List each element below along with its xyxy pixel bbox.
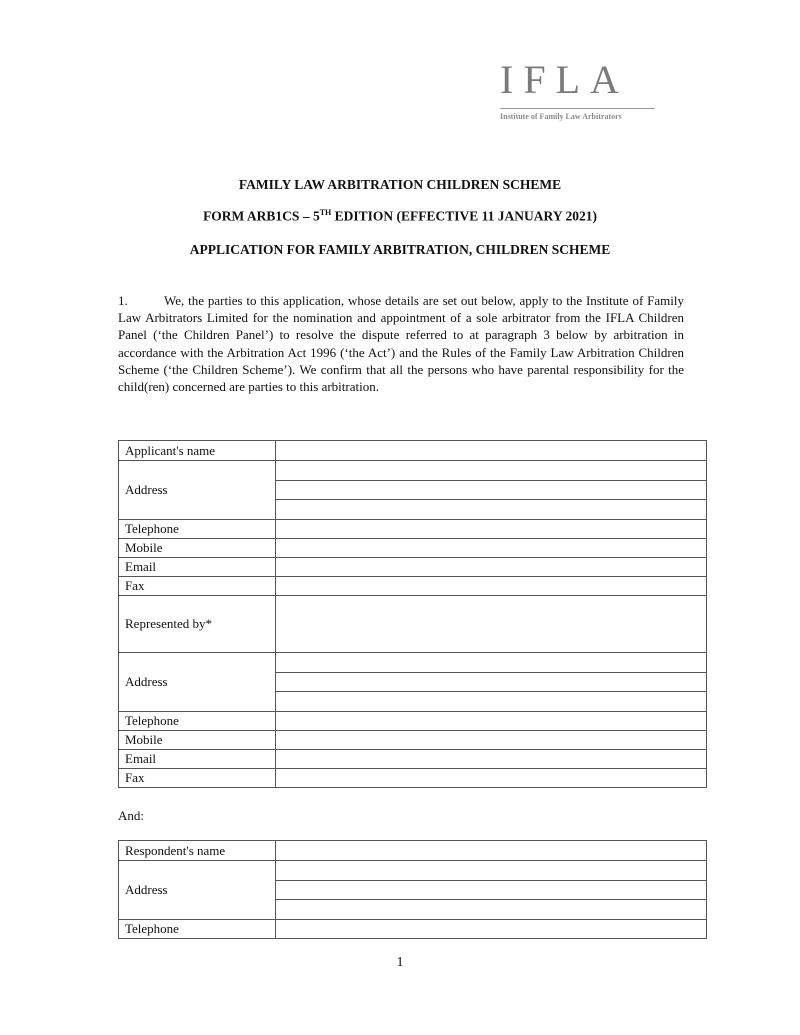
respondent-address-field-2[interactable]	[276, 881, 707, 900]
applicant-fax-field[interactable]	[276, 577, 707, 596]
rep-fax-label: Fax	[119, 769, 276, 788]
paragraph-text: We, the parties to this application, whose details are set out below, apply to the Institute of Family Law Arbitrators Limited for the nomination and appointment of a sole arbitrator from the IFLA Children Panel (‘the Children Panel’) to resolve the dispute referred to at paragraph 3 below by arbitration in accordance with the Arbitration Act 1996 (‘the Act’) and the Rules of the Family Law Arbitration Children Scheme (‘the Children Scheme’). We confirm that all the persons who have parental responsibility for the child(ren) concerned are parties to this arbitration.	[118, 293, 684, 395]
respondent-telephone-field[interactable]	[276, 920, 707, 939]
paragraph-1	[118, 292, 684, 395]
form-heading	[0, 208, 800, 225]
rep-address-field-2[interactable]	[276, 673, 707, 692]
applicant-address-field-1[interactable]	[276, 461, 707, 481]
applicant-telephone-label: Telephone	[119, 520, 276, 539]
paragraph-number: 1.	[118, 293, 128, 308]
rep-email-label: Email	[119, 750, 276, 769]
respondent-address-field-3[interactable]	[276, 900, 707, 920]
ifla-logo	[500, 58, 655, 121]
form-heading-sup: TH	[319, 208, 332, 217]
applicant-email-label: Email	[119, 558, 276, 577]
application-heading: APPLICATION FOR FAMILY ARBITRATION, CHILDREN SCHEME	[189, 242, 611, 257]
applicant-email-field[interactable]	[276, 558, 707, 577]
respondent-table	[118, 840, 707, 939]
applicant-fax-label: Fax	[119, 577, 276, 596]
rep-address-field-1[interactable]	[276, 653, 707, 673]
respondent-name-field[interactable]	[276, 841, 707, 861]
respondent-address-field-1[interactable]	[276, 861, 707, 881]
respondent-name-label: Respondent's name	[119, 841, 276, 861]
scheme-heading: FAMILY LAW ARBITRATION CHILDREN SCHEME	[238, 177, 562, 192]
page-number: 1	[396, 955, 404, 970]
rep-mobile-label: Mobile	[119, 731, 276, 750]
respondent-address-label: Address	[119, 861, 276, 920]
applicant-name-field[interactable]	[276, 441, 707, 461]
represented-by-field[interactable]	[276, 596, 707, 653]
rep-address-label: Address	[119, 653, 276, 712]
and-label: And:	[118, 808, 144, 823]
applicant-address-field-3[interactable]	[276, 500, 707, 520]
applicant-name-label: Applicant's name	[119, 441, 276, 461]
rep-telephone-field[interactable]	[276, 712, 707, 731]
applicant-table	[118, 440, 707, 788]
logo-rule	[500, 108, 655, 109]
form-heading-prefix: FORM ARB1CS – 5	[203, 208, 320, 224]
represented-by-label: Represented by*	[119, 596, 276, 653]
applicant-mobile-label: Mobile	[119, 539, 276, 558]
applicant-telephone-field[interactable]	[276, 520, 707, 539]
logo-letters: IFLA	[500, 57, 629, 102]
logo-subtitle: Institute of Family Law Arbitrators	[500, 112, 622, 121]
rep-mobile-field[interactable]	[276, 731, 707, 750]
rep-address-field-3[interactable]	[276, 692, 707, 712]
rep-fax-field[interactable]	[276, 769, 707, 788]
applicant-address-field-2[interactable]	[276, 481, 707, 500]
respondent-telephone-label: Telephone	[119, 920, 276, 939]
form-heading-suffix: EDITION (EFFECTIVE 11 JANUARY 2021)	[331, 208, 597, 224]
rep-email-field[interactable]	[276, 750, 707, 769]
applicant-mobile-field[interactable]	[276, 539, 707, 558]
rep-telephone-label: Telephone	[119, 712, 276, 731]
applicant-address-label: Address	[119, 461, 276, 520]
